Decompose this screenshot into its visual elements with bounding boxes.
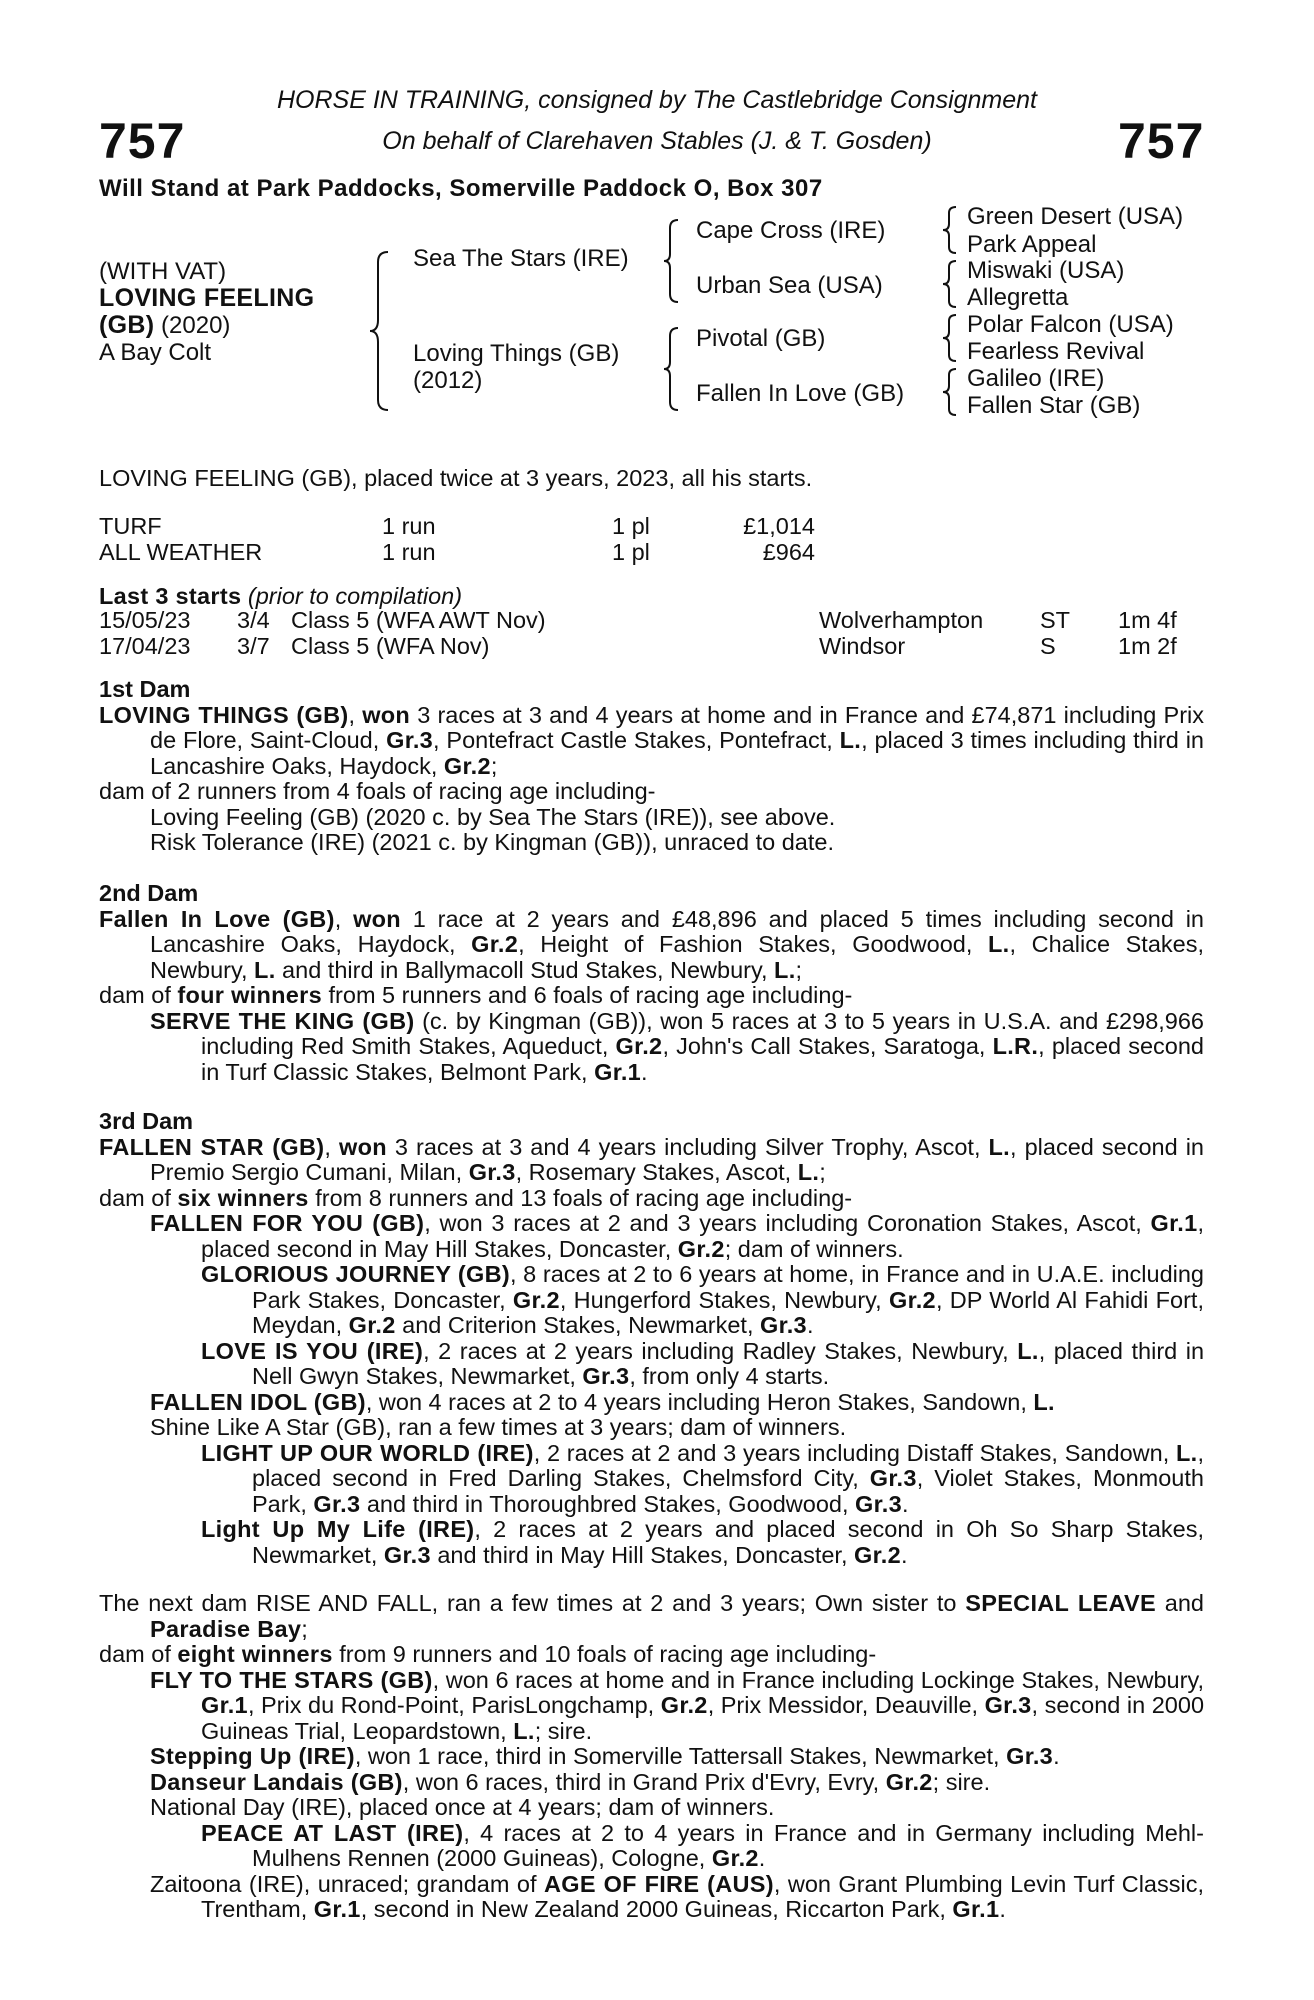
start-race: Class 5 (WFA AWT Nov) (291, 607, 546, 633)
pedigree-ss: Cape Cross (IRE) (696, 217, 886, 244)
record-placed: 1 pl (612, 513, 650, 539)
pedigree-dds: Galileo (IRE) (967, 365, 1105, 392)
third-dam-record: FALLEN STAR (GB), won 3 races at 3 and 4 years including Silver Trophy, Ascot, L., placed second in Premio Sergio Cumani, Milan, Gr.3, Rosemary Stakes, Ascot, L.; (99, 1133, 1204, 1185)
third-dam-progeny: FALLEN FOR YOU (GB), won 3 races at 2 and 3 years including Coronation Stakes, Ascot, Gr.1, placed second in May Hill Stakes, Doncaster, Gr.2; dam of winners. (150, 1210, 1204, 1262)
record-prize: £1,014 (743, 513, 815, 539)
next-dam-grandprogeny: PEACE AT LAST (IRE), 4 races at 2 to 4 years in France and in Germany including Mehl-Mulhens Rennen (2000 Guineas), Cologne, Gr.2. (201, 1819, 1204, 1871)
pedigree-brace-ss (941, 205, 959, 255)
pedigree-sss: Green Desert (USA) (967, 203, 1184, 230)
record-row (99, 514, 815, 540)
pedigree-dss: Polar Falcon (USA) (967, 311, 1174, 338)
pedigree-dd: Fallen In Love (GB) (696, 380, 905, 407)
next-dam-progeny: Danseur Landais (GB), won 6 races, third in Grand Prix d'Evry, Evry, Gr.2; sire. (150, 1768, 991, 1795)
third-dam-progeny: Shine Like A Star (GB), ran a few times at 3 years; dam of winners. (150, 1414, 847, 1440)
record-placed: 1 pl (612, 538, 650, 565)
third-dam-section (99, 1109, 1204, 1568)
pedigree-brace-dd (941, 367, 959, 417)
pedigree-sdd: Allegretta (967, 284, 1069, 311)
on-behalf-line: On behalf of Clarehaven Stables (J. & T. Gosden) (382, 127, 932, 155)
next-dam-progeny: National Day (IRE), placed once at 4 years; dam of winners. (150, 1794, 775, 1820)
start-position: 3/4 (237, 607, 270, 633)
pedigree-brace-dam (662, 326, 682, 412)
record-surface: TURF (99, 513, 162, 539)
horse-country: (GB) (99, 311, 155, 339)
third-dam-grandprogeny: LOVE IS YOU (IRE), 2 races at 2 years including Radley Stakes, Newbury, L., placed third in Nell Gwyn Stakes, Newmarket, Gr.3, from only 4 starts. (201, 1337, 1205, 1389)
last-starts-note: (prior to compilation) (247, 583, 463, 609)
first-dam-progeny: Loving Feeling (GB) (2020 c. by Sea The Stars (IRE)), see above. (150, 803, 836, 830)
first-dam-record: LOVING THINGS (GB), won 3 races at 3 and 4 years at home and in France and £74,871 including Prix de Flore, Saint-Cloud, Gr.3, Pontefract Castle Stakes, Pontefract, L., placed 3 times including third in Lancashire Oaks, Haydock, Gr.2; (99, 701, 1205, 779)
pedigree-brace-sire (662, 218, 682, 304)
pedigree-dsd: Fearless Revival (967, 338, 1145, 365)
pedigree-brace-sd (941, 259, 959, 309)
last-starts-heading (99, 583, 462, 610)
pedigree-dam: Loving Things (GB) (413, 340, 620, 367)
pedigree-ssd: Park Appeal (967, 231, 1097, 258)
stand-location: Will Stand at Park Paddocks, Somerville Paddock O, Box 307 (99, 175, 823, 202)
start-date: 17/04/23 (99, 632, 191, 659)
start-going: S (1040, 632, 1056, 659)
horse-year: (2020) (161, 312, 231, 339)
consignor-line: HORSE IN TRAINING, consigned by The Castlebridge Consignment (276, 86, 1038, 114)
record-table (99, 514, 815, 565)
vat-label: (WITH VAT) (99, 258, 227, 285)
pedigree-ddd: Fallen Star (GB) (967, 392, 1141, 419)
pedigree-ds: Pivotal (GB) (696, 325, 826, 352)
record-runs: 1 run (382, 513, 436, 539)
horse-name: LOVING FEELING (99, 284, 315, 312)
record-row (99, 540, 815, 566)
last-starts-title: Last 3 starts (99, 583, 242, 609)
start-position: 3/7 (237, 632, 270, 659)
second-dam-progeny: SERVE THE KING (GB) (c. by Kingman (GB)), won 5 races at 3 to 5 years in U.S.A. and £298,966 including Red Smith Stakes, Aqueduct, Gr.2, John's Call Stakes, Saratoga, L.R., placed second in Turf Classic Stakes, Belmont Park, Gr.1. (150, 1007, 1205, 1085)
start-row (99, 608, 1188, 634)
pedigree-sd: Urban Sea (USA) (696, 272, 883, 299)
second-dam-heading: 2nd Dam (99, 880, 199, 906)
second-dam-record: Fallen In Love (GB), won 1 race at 2 years and £48,896 and placed 5 times including second in Lancashire Oaks, Haydock, Gr.2, Height of Fashion Stakes, Goodwood, L., Chalice Stakes, Newbury, L. and third in Ballymacoll Stud Stakes, Newbury, L.; (99, 905, 1205, 983)
next-dam-progeny: FLY TO THE STARS (GB), won 6 races at home and in France including Lockinge Stakes, Newbury, Gr.1, Prix du Rond-Point, ParisLongchamp, Gr.2, Prix Messidor, Deauville, Gr.3, second in 2000 Guineas Trial, Leopardstown, L.; sire. (150, 1666, 1205, 1744)
second-dam-produce-line: dam of four winners from 5 runners and 6 foals of racing age including- (99, 982, 853, 1008)
start-going: ST (1040, 607, 1071, 633)
start-distance: 1m 4f (1118, 607, 1177, 633)
first-dam-progeny: Risk Tolerance (IRE) (2021 c. by Kingman (GB)), unraced to date. (150, 829, 834, 855)
record-runs: 1 run (382, 538, 436, 565)
start-date: 15/05/23 (99, 607, 191, 633)
record-surface: ALL WEATHER (99, 538, 263, 565)
pedigree-brace-ds (941, 313, 959, 363)
first-dam-section (99, 677, 1204, 856)
next-dam-record: The next dam RISE AND FALL, ran a few times at 2 and 3 years; Own sister to SPECIAL LEAVE and Paradise Bay; (99, 1590, 1204, 1642)
third-dam-progeny: FALLEN IDOL (GB), won 4 races at 2 to 4 years including Heron Stakes, Sandown, L. (150, 1388, 1055, 1415)
next-dam-progeny: Stepping Up (IRE), won 1 race, third in Somerville Tattersall Stakes, Newmarket, Gr.3. (150, 1743, 1060, 1769)
last-starts-table (99, 608, 1188, 659)
record-prize: £964 (762, 538, 815, 565)
horse-country-year (99, 311, 230, 340)
start-distance: 1m 2f (1118, 632, 1177, 659)
first-dam-produce-line: dam of 2 runners from 4 foals of racing age including- (99, 778, 656, 804)
pedigree-sire: Sea The Stars (IRE) (413, 245, 629, 272)
next-dam-progeny: Zaitoona (IRE), unraced; grandam of AGE OF FIRE (AUS), won Grant Plumbing Levin Turf Classic, Trentham, Gr.1, second in New Zealand 2000 Guineas, Riccarton Park, Gr.1. (150, 1870, 1204, 1922)
next-dam-produce-line: dam of eight winners from 9 runners and 10 foals of racing age including- (99, 1641, 877, 1667)
start-race: Class 5 (WFA Nov) (291, 632, 490, 659)
start-row (99, 634, 1188, 660)
third-dam-grandprogeny: LIGHT UP OUR WORLD (IRE), 2 races at 2 and 3 years including Distaff Stakes, Sandown, L., placed second in Fred Darling Stakes, Chelmsford City, Gr.3, Violet Stakes, Monmouth Park, Gr.3 and third in Thoroughbred Stakes, Goodwood, Gr.3. (201, 1439, 1204, 1517)
third-dam-produce-line: dam of six winners from 8 runners and 13 foals of racing age including- (99, 1184, 853, 1211)
racing-summary: LOVING FEELING (GB), placed twice at 3 years, 2023, all his starts. (99, 465, 813, 491)
pedigree-sds: Miswaki (USA) (967, 257, 1125, 284)
lot-number-right: 757 (1118, 113, 1205, 169)
horse-description: A Bay Colt (99, 339, 212, 366)
second-dam-section (99, 881, 1204, 1085)
pedigree-dam-year: (2012) (413, 367, 483, 394)
start-course: Wolverhampton (819, 607, 984, 633)
third-dam-grandprogeny: GLORIOUS JOURNEY (GB), 8 races at 2 to 6 years at home, in France and in U.A.E. including Park Stakes, Doncaster, Gr.2, Hungerford Stakes, Newbury, Gr.2, DP World Al Fahidi Fort, Meydan, Gr.2 and Criterion Stakes, Newmarket, Gr.3. (201, 1261, 1204, 1338)
third-dam-heading: 3rd Dam (99, 1108, 194, 1134)
start-course: Windsor (819, 632, 906, 659)
third-dam-grandprogeny: Light Up My Life (IRE), 2 races at 2 years and placed second in Oh So Sharp Stakes, Newmarket, Gr.3 and third in May Hill Stakes, Doncaster, Gr.2. (201, 1516, 1204, 1568)
lot-number-left: 757 (99, 113, 186, 169)
next-dam-section (99, 1591, 1204, 1923)
pedigree-brace-main (368, 250, 392, 412)
first-dam-heading: 1st Dam (99, 676, 191, 702)
